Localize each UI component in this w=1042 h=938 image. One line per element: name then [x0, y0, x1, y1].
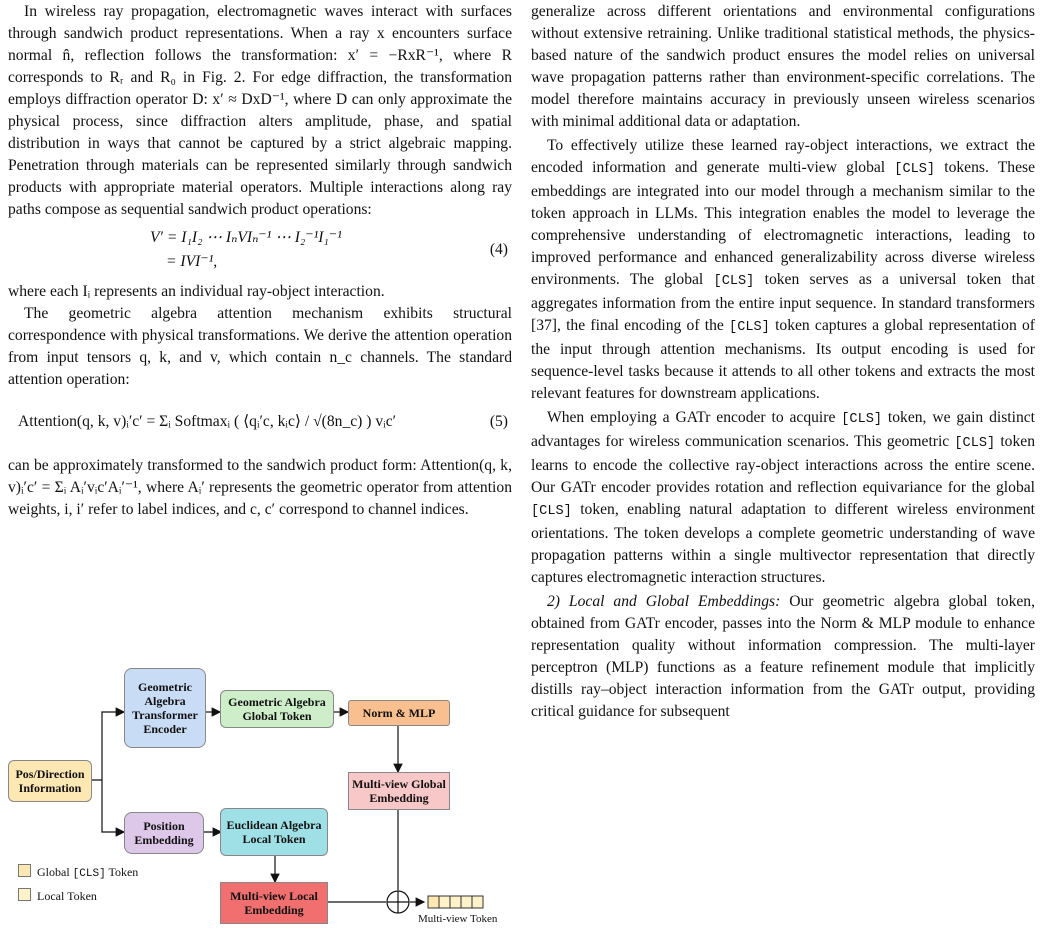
legend-local-swatch [18, 888, 31, 901]
legend-global: Global [CLS] Token [18, 864, 138, 881]
ea-local-token-box: Euclidean Algebra Local Token [220, 808, 328, 856]
equation-4-line1: V′ = I₁I₂ ⋯ IₙVIₙ⁻¹ ⋯ I₂⁻¹I₁⁻¹ [150, 229, 342, 246]
norm-mlp-box: Norm & MLP [348, 700, 450, 726]
legend-global-swatch [18, 864, 31, 877]
mv-token-label: Multi-view Token [418, 913, 498, 925]
input-box: Pos/Direction Information [8, 760, 92, 802]
position-embedding-box: Position Embedding [124, 812, 204, 854]
mv-local-embedding-box: Multi-view Local Embedding [220, 882, 328, 924]
equation-4 [8, 227, 512, 275]
paragraph-generalize: generalize across different orientations and environmental configurations without extensive retraining. Unlike traditional statistical methods, the physics-based nature of the sandwich product ensures the model relies on universal wave propagation patterns rather than environment-specific correlations. The model therefore maintains accuracy in previously unseen wireless scenarios with minimal additional data or adaptation. [531, 3, 1035, 130]
figure-embedding-diagram [8, 668, 512, 930]
left-column [8, 1, 512, 521]
paragraph-attention: The geometric algebra attention mechanism exhibits structural correspondence with physical transformations. We derive the attention operation from input tensors q, k, and v, which contain n_c channels. The standard attention operation: [8, 305, 512, 388]
right-column [531, 1, 1035, 723]
paragraph-gatr-encoder: When employing a GATr encoder to acquire [CLS] token, we gain distinct advantages for wireless communication scenarios. This geometric [CLS] token learns to encode the collective ray-object interactions across the entire scene. Our GATr encoder provides rotation and reflection equivariance for the global [CLS] token, enabling natural adaptation to different wireless environment orientations. The token develops a complete geometric understanding of wave propagation patterns within a single multivector representation that directly captures electromagnetic interaction structures. [531, 409, 1035, 586]
section-title: 2) Local and Global Embeddings: [547, 593, 781, 610]
equation-4-line2: = IVI⁻¹, [166, 253, 218, 270]
ga-global-token-box: Geometric Algebra Global Token [220, 690, 334, 728]
paragraph-sandwich-product: In wireless ray propagation, electromagnetic waves interact with surfaces through sandwich product representations. When a ray x encounters surface normal n̂, reflection follows the transformation: x′ = −RxR⁻¹, where R corresponds to Rᵣ and R₀ in Fig. 2. For edge diffraction, the transformation employs diffraction operator D: x′ ≈ DxD⁻¹, where D can only approximate the physical process, since diffraction alters amplitude, phase, and spatial distribution in ways that cannot be captured by a strict algebraic mapping. Penetration through materials can be represented similarly through sandwich products with appropriate material operators. Multiple interactions along ray paths compose as sequential sandwich product operations: [8, 3, 512, 218]
paragraph-local-global: 2) Local and Global Embeddings: Our geometric algebra global token, obtained from GATr encoder, passes into the Norm & MLP module to enhance representation quality without information compression. The multi-layer perceptron (MLP) functions as a feature refinement module that implicitly distills ray–object interaction information from the GATr output, providing critical guidance for subsequent [531, 593, 1035, 720]
paragraph-cls-tokens: To effectively utilize these learned ray-object interactions, we extract the encoded information and generate multi-view global [CLS] tokens. These embeddings are integrated into our model through a mechanism similar to the token approach in LLMs. This integration enables the model to leverage the comprehensive understanding of electromagnetic interactions, leading to improved performance and enhanced generalizability across diverse wireless environments. The global [CLS] token serves as a universal token that aggregates information from the entire input sequence. In standard transformers [37], the final encoding of the [CLS] token captures a global representation of the input through attention mechanisms. Its output encoding is used for sequence-level tasks because it attends to all other tokens and extracts the most relevant features for downstream applications. [531, 137, 1035, 402]
paragraph-sandwich-form: can be approximately transformed to the sandwich product form: Attention(q, k, v)ᵢ′c′ = Σᵢ Aᵢ′vᵢc′Aᵢ′⁻¹, where Aᵢ′ represents the geometric operator from attention weights, i, i′ refer to label indices, and c, c′ correspond to channel indices. [8, 457, 512, 518]
equation-4-number: (4) [489, 241, 508, 258]
token-square [439, 896, 450, 908]
equation-5-number: (5) [489, 413, 508, 430]
token-square [428, 896, 439, 908]
gatr-encoder-box: Geometric Algebra Transformer Encoder [124, 668, 206, 748]
token-square [450, 896, 461, 908]
token-square [461, 896, 472, 908]
paragraph-interactions: where each Iᵢ represents an individual ray-object interaction. [8, 283, 385, 300]
equation-5-body: Attention(q, k, v)ᵢ′c′ = Σᵢ Softmaxᵢ ( ⟨qᵢ′c, kᵢc⟩ / √(8n_c) ) vᵢc′ [18, 413, 397, 430]
equation-5 [8, 395, 512, 451]
legend-local: Local Token [18, 888, 97, 903]
mv-global-embedding-box: Multi-view Global Embedding [348, 772, 450, 810]
token-square [472, 896, 483, 908]
